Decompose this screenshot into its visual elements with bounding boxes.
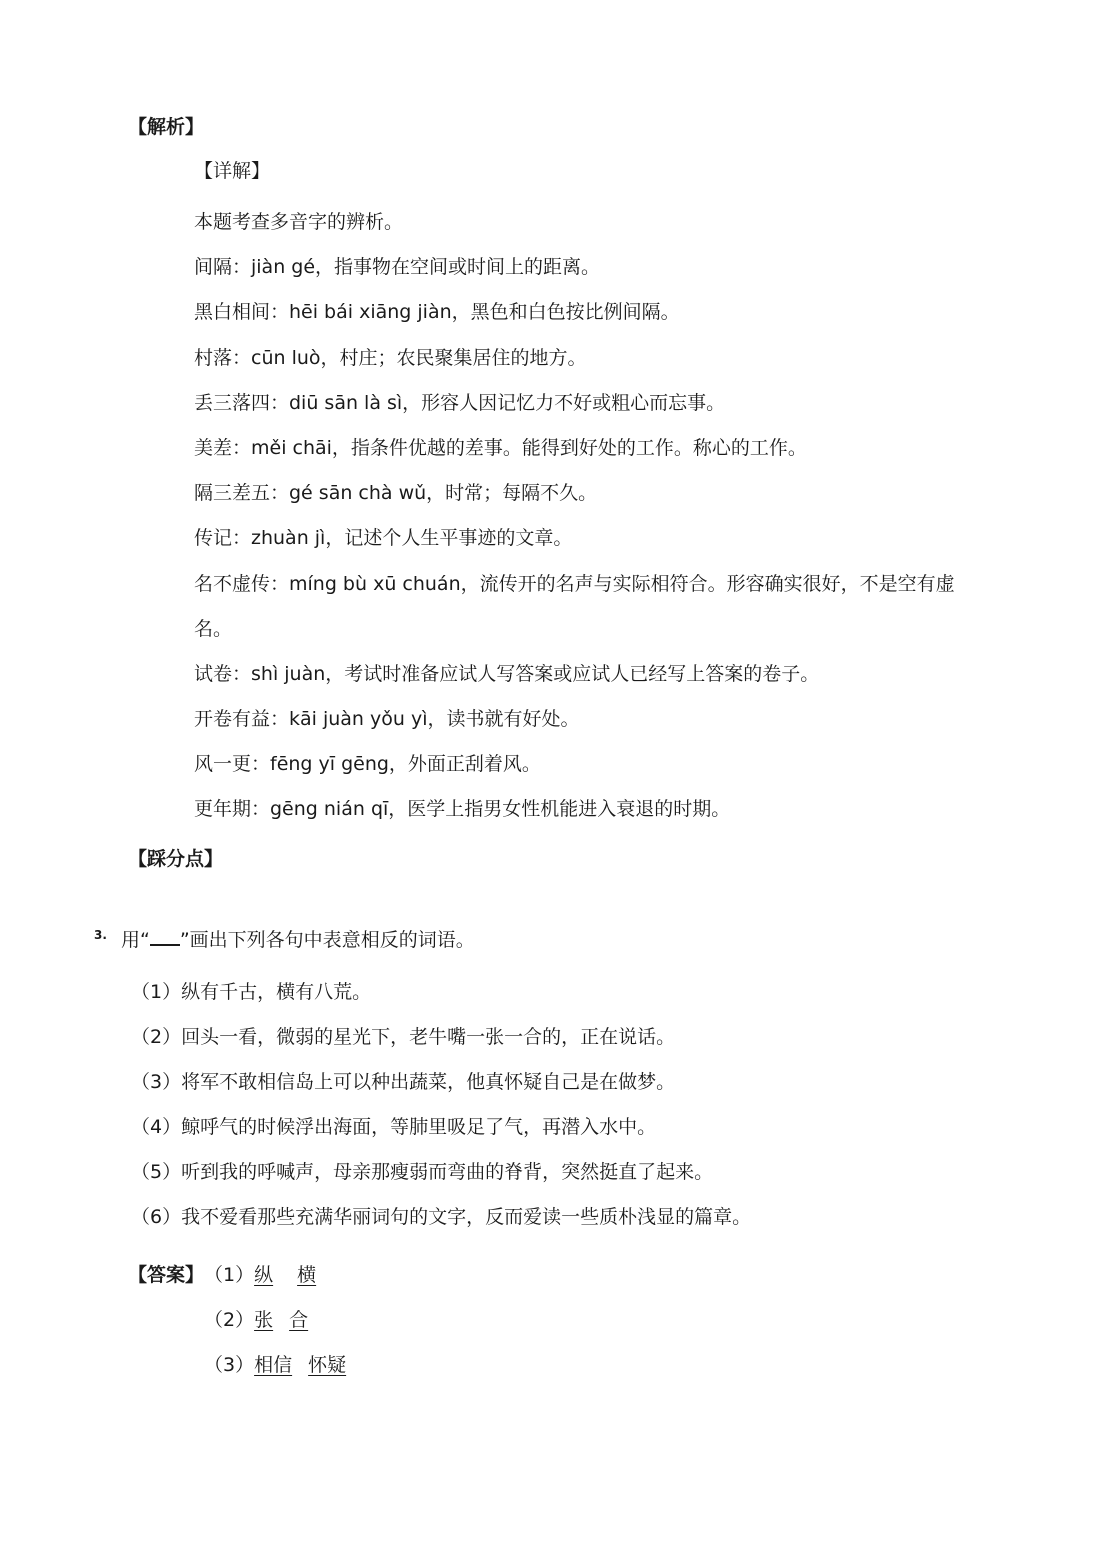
answer-prefix: （1） <box>204 1264 255 1286</box>
explanation-line: 美差：měi chāi，指条件优越的差事。能得到好处的工作。称心的工作。 <box>194 436 807 459</box>
answer-word: 张 <box>254 1309 274 1331</box>
answer-row <box>204 1305 308 1335</box>
answer-word: 相信 <box>254 1354 293 1376</box>
explanation-line: 黑白相间：hēi bái xiāng jiàn，黑色和白色按比例间隔。 <box>194 301 680 324</box>
explanation-line: 更年期：gēng nián qī，医学上指男女性机能进入衰退的时期。 <box>194 798 731 821</box>
analysis-heading: 【解析】 <box>128 116 205 138</box>
answer-prefix: （2） <box>204 1309 255 1331</box>
explanation-line: 丢三落四：diū sān là sì，形容人因记忆力不好或粗心而忘事。 <box>194 391 726 414</box>
answer-row <box>204 1260 316 1290</box>
question-item: （2）回头一看，微弱的星光下，老牛嘴一张一合的，正在说话。 <box>131 1026 676 1048</box>
explanation-line: 村落：cūn luò，村庄；农民聚集居住的地方。 <box>194 346 587 369</box>
explanation-line: 试卷：shì juàn，考试时准备应试人写答案或应试人已经写上答案的卷子。 <box>194 662 820 685</box>
answer-word: 合 <box>289 1309 309 1331</box>
blank-underline <box>150 928 180 946</box>
question-item: （3）将军不敢相信岛上可以种出蔬菜，他真怀疑自己是在做梦。 <box>131 1071 676 1093</box>
question-item: （6）我不爱看那些充满华丽词句的文字，反而爱读一些质朴浅显的篇章。 <box>131 1206 752 1228</box>
question-stem-after: ”画出下列各句中表意相反的词语。 <box>179 929 475 951</box>
detail-heading: 【详解】 <box>194 160 271 182</box>
explanation-line: 间隔：jiàn gé，指事物在空间或时间上的距离。 <box>194 256 601 279</box>
scoring-heading: 【踩分点】 <box>128 848 224 870</box>
explanation-line: 名。 <box>194 617 233 640</box>
answer-prefix: （3） <box>204 1354 255 1376</box>
question-items <box>131 970 751 1240</box>
explanation-line: 传记：zhuàn jì，记述个人生平事迹的文章。 <box>194 527 573 550</box>
question-item: （1）纵有千古，横有八荒。 <box>131 981 372 1003</box>
explanation-line: 风一更：fēng yī gēng，外面正刮着风。 <box>194 753 541 776</box>
question-item: （4）鲸呼气的时候浮出海面，等肺里吸足了气，再潜入水中。 <box>131 1116 657 1138</box>
explanation-line: 名不虚传：míng bù xū chuán，流传开的名声与实际相符合。形容确实很好，不是空有虚 <box>194 572 955 595</box>
answer-word: 怀疑 <box>308 1354 347 1376</box>
explanation-block <box>194 200 984 833</box>
question-number: 3. <box>94 928 107 942</box>
explanation-line: 本题考查多音字的辨析。 <box>194 211 404 233</box>
question-stem-before: 用“ <box>121 929 150 951</box>
answer-word: 横 <box>297 1264 317 1286</box>
answer-row <box>204 1350 346 1380</box>
explanation-line: 开卷有益：kāi juàn yǒu yì，读书就有好处。 <box>194 708 580 731</box>
question-stem <box>121 925 475 955</box>
explanation-line: 隔三差五：gé sān chà wǔ，时常；每隔不久。 <box>194 482 598 505</box>
answer-word: 纵 <box>254 1264 274 1286</box>
answer-label: 【答案】 <box>128 1264 205 1286</box>
question-item: （5）听到我的呼喊声，母亲那瘦弱而弯曲的脊背，突然挺直了起来。 <box>131 1161 714 1183</box>
